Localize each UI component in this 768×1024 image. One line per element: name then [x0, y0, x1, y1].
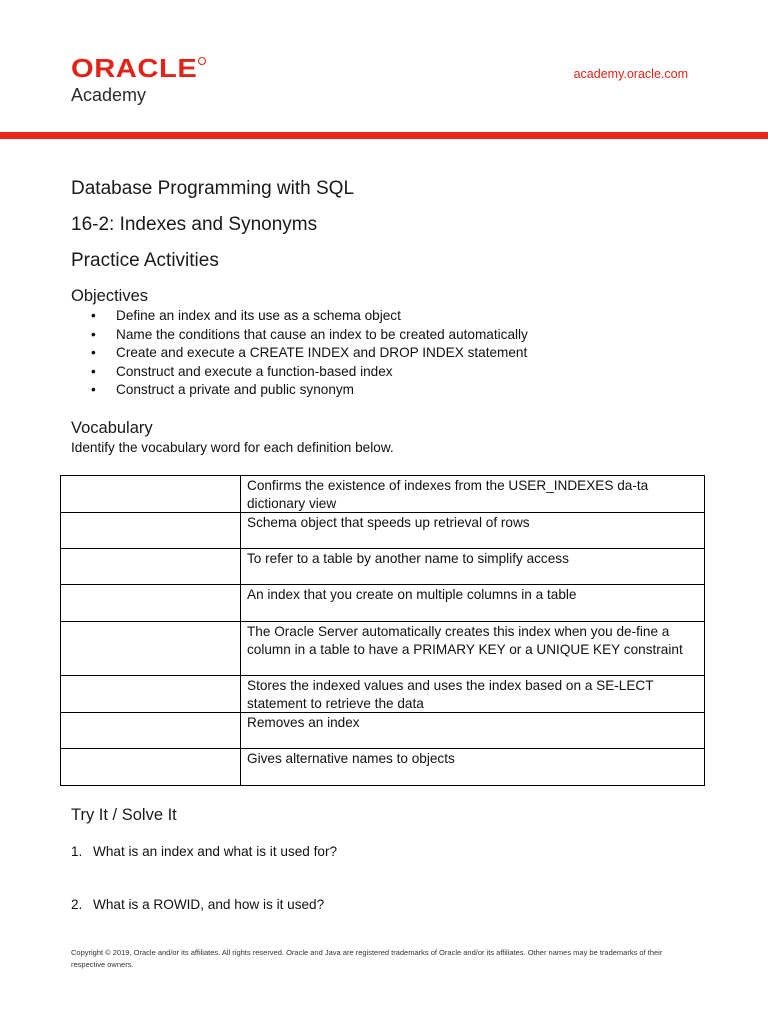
- try-it-heading: Try It / Solve It: [71, 806, 177, 824]
- term-answer-cell[interactable]: [61, 549, 241, 585]
- section-title: Practice Activities: [71, 250, 219, 271]
- academy-site-link[interactable]: academy.oracle.com: [573, 67, 688, 81]
- bullet-icon: •: [91, 382, 96, 397]
- bullet-icon: •: [91, 345, 96, 360]
- lesson-title: 16-2: Indexes and Synonyms: [71, 214, 318, 235]
- term-answer-cell[interactable]: [61, 749, 241, 786]
- header-divider-bar: [0, 132, 768, 139]
- objective-item: [91, 326, 528, 345]
- bullet-icon: •: [91, 326, 96, 342]
- objectives-heading: Objectives: [71, 287, 149, 305]
- definition-cell: To refer to a table by another name to simplify access: [241, 549, 705, 585]
- term-answer-cell[interactable]: [61, 713, 241, 749]
- course-title: Database Programming with SQL: [71, 178, 355, 199]
- copyright-footer: Copyright © 2019, Oracle and/or its affiliates. All rights reserved. Oracle and Java are registered trademarks of Oracle and/or its affiliates. Other names may be trademarks of their respective owners.: [71, 948, 663, 969]
- term-answer-cell[interactable]: [61, 622, 241, 676]
- objective-item: [91, 363, 528, 382]
- definition-cell: Schema object that speeds up retrieval of rows: [241, 513, 705, 549]
- registered-mark-icon: [198, 57, 206, 65]
- objective-text: Name the conditions that cause an index to be created automatically: [116, 326, 528, 342]
- definition-cell: An index that you create on multiple columns in a table: [241, 585, 705, 622]
- page-header: [0, 0, 768, 140]
- question-number: 1.: [71, 844, 83, 859]
- table-row: [61, 513, 705, 549]
- table-row: [61, 585, 705, 622]
- question-item: [71, 844, 337, 859]
- objective-text: Construct a private and public synonym: [116, 382, 355, 397]
- table-row: [61, 749, 705, 786]
- objective-item: [91, 344, 528, 363]
- objective-text: Define an index and its use as a schema object: [116, 308, 401, 323]
- question-text: What is a ROWID, and how is it used?: [93, 897, 325, 912]
- academy-logo-text: Academy: [71, 85, 147, 105]
- objective-text: Create and execute a CREATE INDEX and DROP INDEX statement: [116, 345, 528, 360]
- table-row: [61, 676, 705, 713]
- table-row: [61, 713, 705, 749]
- bullet-icon: •: [91, 363, 96, 379]
- vocabulary-heading: Vocabulary: [71, 419, 153, 437]
- vocabulary-intro: Identify the vocabulary word for each definition below.: [71, 440, 394, 455]
- oracle-academy-logo: [71, 53, 198, 105]
- definition-cell: Removes an index: [241, 713, 705, 749]
- definition-cell: Stores the indexed values and uses the index based on a SE-LECT statement to retrieve the data: [241, 676, 705, 713]
- objective-text: Construct and execute a function-based index: [116, 363, 393, 379]
- vocabulary-table: [60, 475, 705, 786]
- table-row: [61, 549, 705, 585]
- table-row: [61, 476, 705, 513]
- term-answer-cell[interactable]: [61, 585, 241, 622]
- definition-cell: Confirms the existence of indexes from the USER_INDEXES da-ta dictionary view: [241, 476, 705, 513]
- oracle-logo-word: ORACLE: [71, 53, 198, 83]
- term-answer-cell[interactable]: [61, 513, 241, 549]
- bullet-icon: •: [91, 308, 96, 323]
- question-number: 2.: [71, 897, 83, 912]
- objectives-list: [91, 307, 528, 400]
- question-text: What is an index and what is it used for?: [93, 844, 338, 859]
- table-row: [61, 622, 705, 676]
- term-answer-cell[interactable]: [61, 676, 241, 713]
- definition-cell: Gives alternative names to objects: [241, 749, 705, 786]
- question-item: [71, 897, 324, 912]
- term-answer-cell[interactable]: [61, 476, 241, 513]
- objective-item: [91, 307, 528, 326]
- objective-item: [91, 381, 528, 400]
- definition-cell: The Oracle Server automatically creates this index when you de-fine a column in a table to have a PRIMARY KEY or a UNIQUE KEY constraint: [241, 622, 705, 676]
